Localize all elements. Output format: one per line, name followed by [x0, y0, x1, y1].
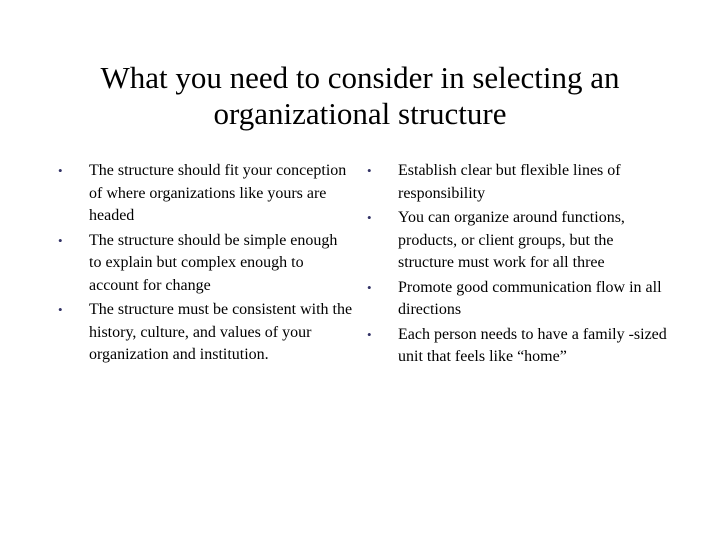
list-item [367, 160, 667, 205]
bullet-text: You can organize around functions, products, or client groups, but the structure must work for all three [398, 209, 625, 271]
right-bullet-list [367, 160, 667, 371]
bullet-text: Promote good communication flow in all directions [398, 278, 662, 318]
slide-title [60, 60, 660, 132]
bullet-icon: • [367, 210, 372, 225]
bullet-text: The structure should fit your conception of where organizations like yours are headed [89, 162, 347, 224]
bullet-icon: • [367, 279, 372, 295]
slide-title-line-2: organizational structure [213, 96, 507, 131]
list-item [367, 277, 667, 322]
list-item [58, 160, 353, 228]
bullet-icon: • [367, 326, 372, 342]
bullet-text: Establish clear but flexible lines of responsibility [398, 162, 621, 202]
bullet-icon: • [58, 302, 63, 317]
list-item [58, 299, 353, 367]
list-item [367, 207, 667, 275]
slide-title-line-1: What you need to consider in selecting an [100, 60, 620, 95]
bullet-icon: • [367, 163, 372, 178]
bullet-icon: • [58, 163, 63, 178]
bullet-text: Each person needs to have a family -sized unit that feels like “home” [398, 325, 667, 365]
left-bullet-list [58, 160, 353, 369]
bullet-text: The structure should be simple enough to explain but complex enough to account for change [89, 231, 338, 294]
bullet-text: The structure must be consistent with the history, culture, and values of your organization and institution. [89, 301, 353, 363]
list-item [58, 230, 353, 298]
bullet-icon: • [58, 232, 63, 248]
list-item [367, 324, 667, 369]
